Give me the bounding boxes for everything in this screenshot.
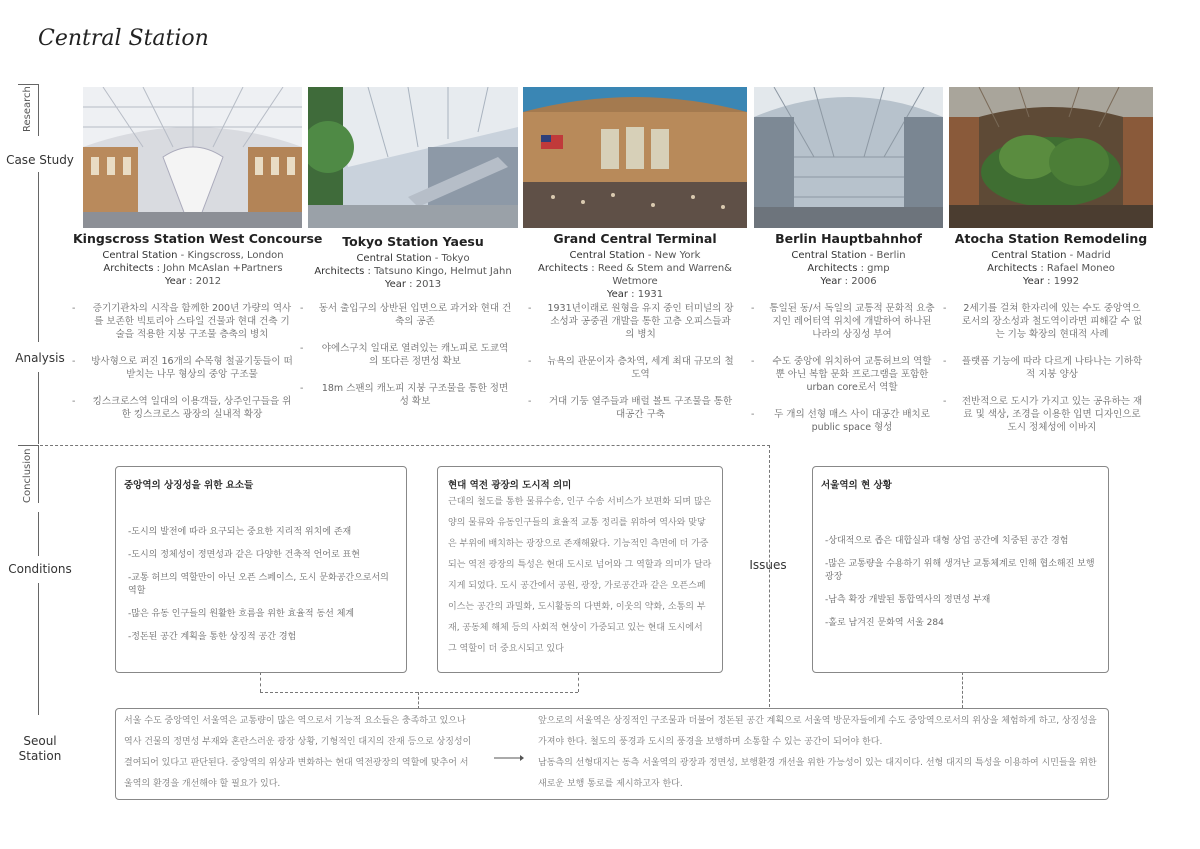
analysis-item: - 킹스크로스역 일대의 이용객들, 상주인구들을 위한 킹스크로스 광장의 실내적 확장 [84,395,294,421]
conditions-box-title: 중앙역의 상징성을 위한 요소들 [124,480,254,491]
conclusion-divider [40,445,770,446]
central-label: Central Station [356,253,432,264]
issues-item: -많은 교통량을 수용하기 위해 생겨난 교통체계로 인해 협소해진 보행 광장 [825,559,1095,582]
issues-box-title: 서울역의 현 상황 [821,480,892,491]
analysis-item: - 두 개의 선형 매스 사이 대공간 배치로 public space 형성 [763,408,935,434]
conditions-box [115,466,407,673]
issues-box [812,466,1109,673]
kingscross-photo [83,87,302,228]
analysis-item: - 전반적으로 도시가 가지고 있는 공유하는 재료 및 색상, 조경을 이용한 입면 디자인으로 도시 정체성에 이바지 [955,395,1143,434]
central-value: - Madrid [1066,250,1111,261]
conditions-item: -정돈된 공간 계획을 통한 상징적 공간 경험 [128,632,297,642]
meaning-box [437,466,723,673]
case-name: Atocha Station Remodeling [954,231,1148,246]
central-label: Central Station [102,250,178,261]
conclusion-join [260,692,578,693]
architects-label: Architects [987,263,1038,274]
central-label: Central Station [791,250,867,261]
analysis-item: - 플랫폼 기능에 따라 다르게 나타나는 기하학적 지붕 양상 [955,355,1143,381]
arrow-right-icon [494,747,524,755]
conditions-line-bottom [38,583,39,715]
year-value: : 2012 [185,276,222,287]
issues-connector [769,445,770,707]
atocha-photo [949,87,1153,228]
analysis-grand-central [540,302,735,435]
analysis-atocha [955,302,1143,448]
central-label: Central Station [569,250,645,261]
research-label: Research [22,86,33,132]
research-line [38,84,39,136]
analysis-item: - 방사형으로 퍼진 16개의 수목형 철골기둥들이 떠받치는 나무 형상의 중앙 구조물 [84,355,294,381]
analysis-berlin [763,302,935,448]
seoul-right-text-2: 남동측의 선형대지는 동측 서울역의 광장과 정면성, 보행환경 개선을 위한 가능성이 있는 대지이다. 선형 대지의 특성을 이용하여 시민들을 위한 새로운 보행 통로를 제시하고자 한다. [538,758,1097,789]
architects-value: : John McAslan +Partners [153,263,283,274]
analysis-item: - 수도 중앙에 위치하여 교통허브의 역할 뿐 아닌 복합 문화 프로그램을 포함한 urban core로서 역할 [763,355,935,394]
year-label: Year [384,279,406,290]
analysis-item: - 뉴욕의 관문이자 층차역, 세계 최대 규모의 철도역 [540,355,735,381]
analysis-line-top [38,172,39,342]
conditions-connector [260,672,261,692]
meaning-box-title: 현대 역전 광장의 도시적 의미 [448,480,572,491]
conditions-item: -교통 허브의 역할만이 아닌 오픈 스페이스, 도시 문화공간으로서의 역할 [128,573,389,596]
analysis-tokyo [312,302,512,422]
central-value: - Berlin [866,250,906,261]
page-title: Central Station [38,26,209,51]
meaning-box-text: 근대의 철도를 통한 물류수송, 인구 수송 서비스가 보편화 되며 많은 양의 물류와 유동인구들의 효율적 교통 정리를 위하여 역사와 맞닿은 부위에 배치하는 광장으로 존재해왔다. 기능적인 측면에 더 가중되는 역전 광장의 특성은 현대 도시로 넘어와 그 역할과 의미가 달라지게 되었다. 도시 공간에서 공원, 광장, 가로공간과 같은 오픈스페이스는 공간의 과밀화, 도시활동의 다변화, 이웃의 약화, 소통의 부재, 공동체 해체 등의 사회적 현상이 가중되고 있는 현대 도시에서 그 역할이 더 중요시되고 있다 [448,497,712,654]
analysis-item: - 통일된 동/서 독일의 교통적 문화적 요충지인 레어터역 위치에 개발하여 하나된 나라의 상징성 부여 [763,302,935,341]
tokyo-photo [308,87,518,228]
analysis-label: Analysis [15,351,65,365]
analysis-item: - 동서 출입구의 상반된 입면으로 과거와 현대 건축의 공존 [312,302,512,328]
architects-label: Architects [314,266,365,277]
case-name: Grand Central Terminal [553,231,717,246]
analysis-item: - 증기기관차의 시작을 함께한 200년 가량의 역사를 보존한 빅토리아 스타일 건물과 현대 건축 기술을 적용한 지붕 구조물 층축의 병치 [84,302,294,341]
central-value: - Kingscross, London [177,250,284,261]
architects-label: Architects [807,263,858,274]
case-name: Tokyo Station Yaesu [342,234,484,249]
seoul-left-text: 서울 수도 중앙역인 서울역은 교통량이 많은 역으로서 기능적 요소들은 충족하고 있으나 역사 건물의 정면성 부재와 혼란스러운 광장 상황, 기형적인 대지의 잔재 등으로 상징성이 결여되어 있다고 판단된다. 중앙역의 위상과 변화하는 현대 역전광장의 역할에 맞추어 서울역의 환경을 개선해야 할 필요가 있다. [124,716,472,789]
year-value: : 2006 [841,276,877,287]
meaning-connector [578,672,579,692]
architects-value: : Reed & Stem and Warren& Wetmore [588,263,732,287]
analysis-item: - 거대 기둥 열주들과 배럴 볼트 구조물을 통한 대공간 구축 [540,395,735,421]
issues-item: -상대적으로 좁은 대합실과 대형 상업 공간에 치중된 공간 경험 [825,536,1069,546]
year-value: : 1931 [627,289,664,300]
conclusion-line [38,445,39,503]
case-atocha [944,232,1158,288]
architects-value: : gmp [857,263,890,274]
conditions-label: Conditions [8,562,72,576]
case-name: Kingscross Station West Concourse [73,231,323,246]
conditions-list [128,524,398,652]
analysis-item: - 18m 스팬의 캐노피 지붕 구조물을 통한 정면성 확보 [312,382,512,408]
issues-label: Issues [749,558,787,572]
conditions-line-top [38,512,39,556]
analysis-item: - 2세기를 걸쳐 한자리에 있는 수도 중앙역으로서의 장소성과 철도역이라면 피해갈 수 없는 기능 확장의 현대적 사례 [955,302,1143,341]
grand-central-photo [523,87,747,228]
central-label: Central Station [991,250,1067,261]
case-name: Berlin Hauptbahnhof [775,231,922,246]
research-tick [18,84,38,85]
year-label: Year [1022,276,1044,287]
analysis-item: - 야에스구치 일대로 열려있는 캐노피로 도쿄역의 또다른 정면성 확보 [312,342,512,368]
year-label: Year [606,289,628,300]
analysis-item: - 1931년이래로 원형을 유지 중인 터미널의 장소성과 공중권 개발을 통한 고층 오피스들과의 병치 [540,302,735,341]
conditions-item: -도시의 발전에 따라 요구되는 중요한 지리적 위치에 존재 [128,527,352,537]
seoul-station-label: Seoul Station [18,734,62,763]
case-grand-central [518,232,752,301]
conditions-item: -많은 유동 인구들의 원활한 흐름을 위한 효율적 동선 체계 [128,609,355,619]
seoul-right-text-1: 앞으로의 서울역은 상징적인 구조물과 더불어 정돈된 공간 계획으로 서울역 방문자들에게 수도 중앙역으로서의 위상을 체험하게 하고, 상징성을 가져야 한다. 철도의 풍경과 도시의 풍경을 보행하며 소통할 수 있는 공간이 되어야 한다. [538,716,1097,747]
case-berlin [754,232,943,288]
conclusion-tick [18,445,38,446]
case-study-label: Case Study [6,153,74,167]
architects-value: : Tatsuno Kingo, Helmut Jahn [364,266,512,277]
issues-list [825,533,1100,638]
analysis-line-bottom [38,372,39,444]
issues-item: -홀로 남겨진 문화역 서울 284 [825,618,944,628]
conclusion-label: Conclusion [22,448,33,503]
year-value: : 1992 [1043,276,1080,287]
issues-item: -남측 확장 개발된 통합역사의 정면성 부재 [825,595,991,605]
central-value: - New York [644,250,701,261]
seoul-connector-left [418,692,419,709]
architects-value: : Rafael Moneo [1037,263,1115,274]
conditions-item: -도시의 정체성이 정면성과 같은 다양한 건축적 언어로 표현 [128,550,360,560]
case-kingscross [73,231,323,288]
year-label: Year [820,276,842,287]
case-tokyo [308,235,518,291]
architects-label: Architects [103,263,154,274]
year-label: Year [164,276,186,287]
berlin-photo [754,87,943,228]
seoul-box [115,708,1109,800]
analysis-kingscross [84,302,294,435]
seoul-connector-right [962,672,963,708]
year-value: : 2013 [405,279,442,290]
central-value: - Tokyo [431,253,470,264]
architects-label: Architects [538,263,589,274]
